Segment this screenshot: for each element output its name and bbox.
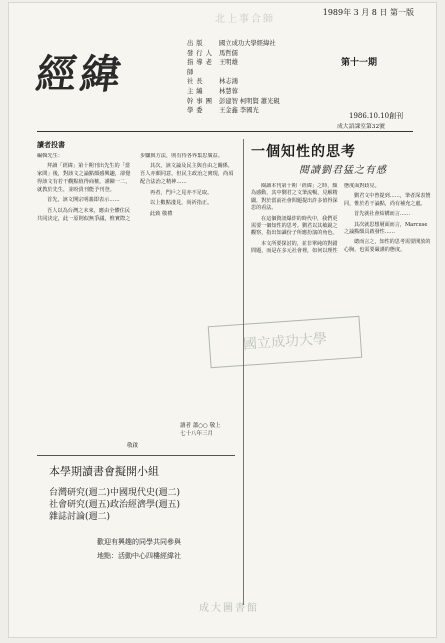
reading-group-notice (49, 463, 229, 561)
founded-date: 1986.10.10創刊 (349, 112, 404, 120)
review-paragraph: 在這個資訊爆炸的時代中，我們更需要一個知性的思考。劉君以其敏銳之觀察，指出知識份子所應扮演的角色。 (251, 215, 338, 237)
notice-group: 雜誌討論(週二) (49, 512, 111, 522)
library-stamp: 國立成功大學 (208, 316, 363, 369)
dateline: 1989年 3 月 8 日 第一版 (322, 8, 414, 17)
staff-list (187, 39, 280, 116)
letter-closing: 敬啟 (127, 443, 139, 449)
publication-location: 成大語課室第32號 (337, 124, 385, 130)
library-watermark: 成大圖書館 (199, 603, 259, 614)
letter-body (37, 153, 235, 443)
review-title: 一個知性的思考 (251, 144, 356, 160)
staff-row: 發行人 馬哲儒 (187, 49, 238, 57)
letter-paragraph: 吾人以為台灣之未來，應由全體住民共同決定，此一原則似無爭議，惟實際之步驟與方法，則有待各界集思廣益。 (37, 152, 224, 222)
review-paragraph: 本文所要探討的，並非單純的對錯問題，而是在多元社會裡，如何以理性態度面對歧見。 (251, 183, 380, 255)
review-paragraph: 劉君文中曾提到……，筆者深表贊同，惟於若干論點，尚有補充之處。 (344, 193, 431, 207)
issue-number: 第十一期 (341, 58, 378, 68)
review-paragraph: 閱讀本刊第十期「經緯」之時，頗為感動，其中劉君之文筆流暢，見解精闢，對於當前社會問題提出許多值得深思的看法。 (251, 183, 338, 212)
notice-group: 台灣研究(週二)中國現代史(週二) (49, 488, 181, 498)
notice-rule (37, 455, 235, 456)
letter-header: 讀者投書 (37, 140, 65, 149)
letter-paragraph: 拜讀「經緯」第十期刊出先生的「當家問」後，對該文之論點頗感興趣，卻覺得該文有若干觀點值得商榷。謹陳一二，就教於先生，並盼貴刊能予刊登。 (37, 163, 131, 193)
staff-row: 指導老師 王明雄 (187, 59, 238, 76)
staff-row: 社長 林志鴻 (187, 78, 238, 86)
notice-group: 社會研究(週五)政治經濟學(週五) (49, 500, 181, 510)
letter-signature: 讀者 蕭○○ 敬上 七十八年三月 (180, 423, 221, 437)
review-subtitle: 閱讀劉君猛之有感 (299, 165, 387, 176)
staff-row: 幹事團 彭建智 柯明賢 蕭光硯 (187, 97, 280, 105)
letter-paragraph: 首先，該文開宗明義即表示…… (47, 197, 120, 204)
reader-letter (37, 141, 235, 443)
letter-paragraph: 以上數點淺見，尚祈指正。 (150, 200, 213, 207)
letter-paragraph: 再者，門戶之見亦不足取。 (150, 189, 213, 196)
newspaper-page (9, 3, 436, 637)
letter-paragraph: 其次，該文論及民主與自由之關係，吾人亦頗同意，但民主政治之實現，尚須配合法治之精神…… (140, 163, 234, 185)
column-divider (243, 139, 244, 605)
review-paragraph: 首先就社會結構而言…… (354, 211, 411, 218)
notice-welcome: 歡迎有興趣的同學共同參與 (97, 538, 181, 546)
staff-row: 學委 王金鑫 李國光 (187, 107, 259, 115)
review-paragraph: 總而言之，知性的思考需要開放的心胸，也需要嚴謹的態度。 (344, 239, 431, 253)
staff-row: 主編 林慧蓉 (187, 87, 238, 95)
review-body (251, 183, 431, 603)
masthead-logo: 經緯 (33, 52, 128, 98)
notice-title: 本學期讀書會擬開小組 (49, 465, 159, 478)
letter-paragraph: 編輯先生： (37, 152, 63, 159)
masthead-rule (37, 131, 413, 132)
staff-row: 出版 國立成功大學經緯社 (187, 40, 276, 47)
show-through-text: 北上事合師 (215, 14, 275, 25)
letter-paragraph: 此致 敬禮 (150, 210, 173, 217)
review-paragraph: 其次就思想層面而言，Marcuse之論點頗具啟發性…… (344, 221, 428, 236)
notice-address: 地點：活動中心四樓經緯社 (97, 552, 181, 560)
